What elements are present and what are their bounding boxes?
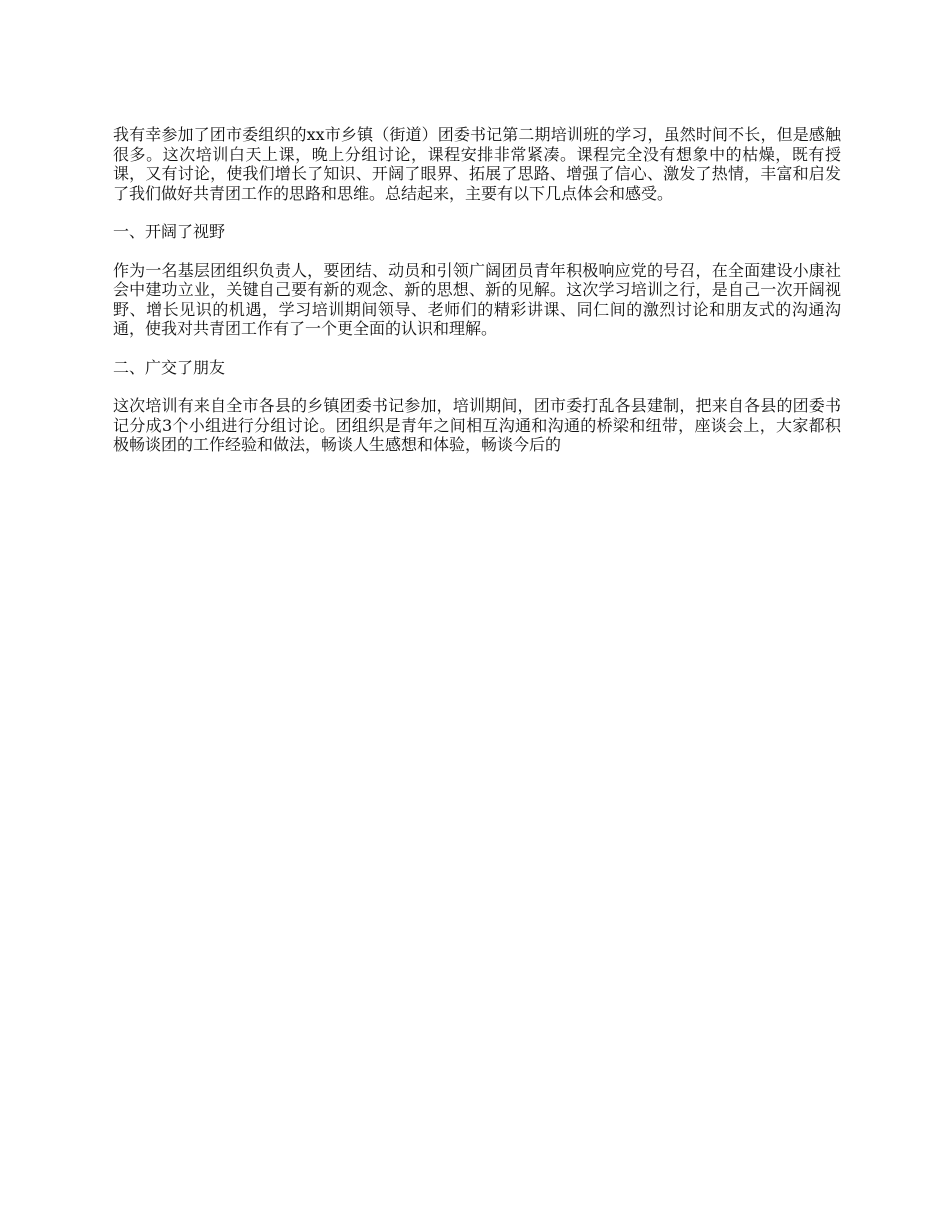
paragraph-intro: 我有幸参加了团市委组织的xx市乡镇（街道）团委书记第二期培训班的学习，虽然时间不长，但是感触很多。这次培训白天上课，晚上分组讨论，课程安排非常紧凑。课程完全没有想象中的枯燥，既有授课，又有讨论，使我们增长了知识、开阔了眼界、拓展了思路、增强了信心、激发了热情，丰富和启发了我们做好共青团工作的思路和思维。总结起来，主要有以下几点体会和感受。 xyxy=(113,125,841,203)
paragraph-section-1: 作为一名基层团组织负责人，要团结、动员和引领广阔团员青年积极响应党的号召，在全面建设小康社会中建功立业，关键自己要有新的观念、新的思想、新的见解。这次学习培训之行，是自己一次开阔视野、增长见识的机遇，学习培训期间领导、老师们的精彩讲课、同仁间的激烈讨论和朋友式的沟通沟通，使我对共青团工作有了一个更全面的认识和理解。 xyxy=(113,260,841,338)
document-body xyxy=(113,125,841,474)
section-heading-1: 一、开阔了视野 xyxy=(113,222,226,241)
paragraph-section-2: 这次培训有来自全市各县的乡镇团委书记参加，培训期间，团市委打乱各县建制，把来自各县的团委书记分成3个小组进行分组讨论。团组织是青年之间相互沟通和沟通的桥梁和纽带，座谈会上，大家都积极畅谈团的工作经验和做法，畅谈人生感想和体验，畅谈今后的 xyxy=(113,396,841,454)
section-heading-2: 二、广交了朋友 xyxy=(113,357,226,377)
